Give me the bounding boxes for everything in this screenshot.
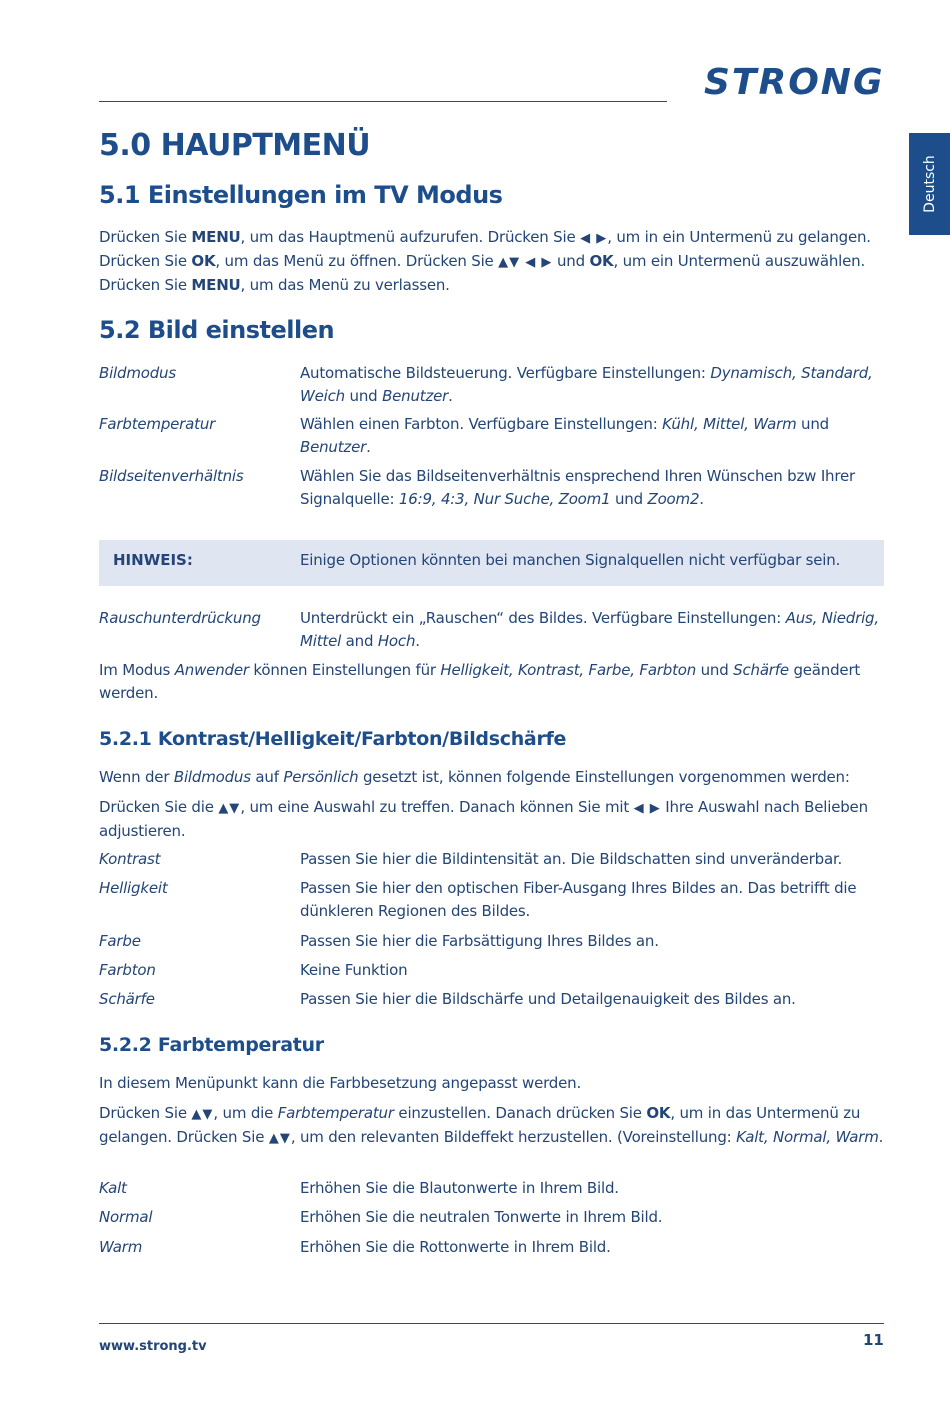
term-bildseitenverhaeltnis: Bildseitenverhältnis bbox=[99, 467, 244, 485]
term-warm: Warm bbox=[99, 1238, 143, 1256]
language-tab-label: Deutsch bbox=[921, 155, 938, 213]
section-5-2-1-title: 5.2.1 Kontrast/Helligkeit/Farbton/Bildschärfe bbox=[99, 728, 567, 750]
note-text: Einige Optionen könnten bei manchen Signalquellen nicht verfügbar sein. bbox=[300, 551, 841, 569]
section-5-1-title: 5.1 Einstellungen im TV Modus bbox=[99, 181, 503, 209]
section-5-1-text: Drücken Sie MENU, um das Hauptmenü aufzurufen. Drücken Sie ◀ ▶, um in ein Untermenü zu gelangen. Drücken Sie OK, um das Menü zu öffnen. Drücken Sie ▲▼ ◀ ▶ und OK, um ein Untermenü auszuwählen. Drücken Sie MENU, um das Menü zu verlassen. bbox=[99, 228, 871, 294]
desc-normal: Erhöhen Sie die neutralen Tonwerte in Ihrem Bild. bbox=[300, 1208, 663, 1226]
term-bildmodus: Bildmodus bbox=[99, 364, 176, 382]
note-label: HINWEIS: bbox=[113, 551, 193, 569]
term-schaerfe: Schärfe bbox=[99, 990, 155, 1008]
page-title: 5.0 HAUPTMENÜ bbox=[99, 128, 371, 163]
term-farbton: Farbton bbox=[99, 961, 156, 979]
page-number: 11 bbox=[863, 1331, 884, 1349]
term-normal: Normal bbox=[99, 1208, 153, 1226]
desc-rauschunterdrueckung: Unterdrückt ein „Rauschen“ des Bildes. Verfügbare Einstellungen: Aus, Niedrig, Mittel and Hoch. bbox=[300, 609, 879, 650]
desc-farbe: Passen Sie hier die Farbsättigung Ihres Bildes an. bbox=[300, 932, 659, 950]
term-farbe: Farbe bbox=[99, 932, 141, 950]
desc-bildseitenverhaeltnis: Wählen Sie das Bildseitenverhältnis ensprechend Ihren Wünschen bzw Ihrer Signalquelle: 16:9, 4:3, Nur Suche, Zoom1 und Zoom2. bbox=[300, 467, 855, 508]
note-box bbox=[99, 540, 884, 586]
desc-farbtemperatur: Wählen einen Farbton. Verfügbare Einstellungen: Kühl, Mittel, Warm und Benutzer. bbox=[300, 415, 829, 456]
desc-helligkeit: Passen Sie hier den optischen Fiber-Ausgang Ihres Bildes an. Das betrifft die dünkleren Regionen des Bildes. bbox=[300, 879, 857, 920]
section-5-2-1-intro: Wenn der Bildmodus auf Persönlich gesetzt ist, können folgende Einstellungen vorgenommen werden: bbox=[99, 768, 850, 786]
desc-kalt: Erhöhen Sie die Blautonwerte in Ihrem Bild. bbox=[300, 1179, 619, 1197]
desc-warm: Erhöhen Sie die Rottonwerte in Ihrem Bild. bbox=[300, 1238, 611, 1256]
section-5-2-2-intro: In diesem Menüpunkt kann die Farbbesetzung angepasst werden. bbox=[99, 1074, 582, 1092]
footer-url: www.strong.tv bbox=[99, 1339, 207, 1354]
anwender-text: Im Modus Anwender können Einstellungen für Helligkeit, Kontrast, Farbe, Farbton und Schärfe geändert werden. bbox=[99, 661, 861, 702]
footer-rule bbox=[99, 1323, 884, 1324]
term-helligkeit: Helligkeit bbox=[99, 879, 168, 897]
section-5-2-1-instructions: Drücken Sie die ▲▼, um eine Auswahl zu treffen. Danach können Sie mit ◀ ▶ Ihre Auswahl nach Belieben adjustieren. bbox=[99, 798, 868, 840]
term-rauschunterdrueckung: Rauschunterdrückung bbox=[99, 609, 261, 627]
section-5-2-2-instructions: Drücken Sie ▲▼, um die Farbtemperatur einzustellen. Danach drücken Sie OK, um in das Untermenü zu gelangen. Drücken Sie ▲▼, um den relevanten Bildeffekt herzustellen. (Voreinstellung: Kalt, Normal, Warm. bbox=[99, 1104, 884, 1146]
desc-bildmodus: Automatische Bildsteuerung. Verfügbare Einstellungen: Dynamisch, Standard, Weich und Benutzer. bbox=[300, 364, 873, 405]
term-kalt: Kalt bbox=[99, 1179, 127, 1197]
desc-farbton: Keine Funktion bbox=[300, 961, 408, 979]
logo-text: STRONG bbox=[704, 62, 884, 102]
desc-kontrast: Passen Sie hier die Bildintensität an. Die Bildschatten sind unveränderbar. bbox=[300, 850, 843, 868]
term-kontrast: Kontrast bbox=[99, 850, 161, 868]
desc-schaerfe: Passen Sie hier die Bildschärfe und Detailgenauigkeit des Bildes an. bbox=[300, 990, 796, 1008]
section-5-2-2-title: 5.2.2 Farbtemperatur bbox=[99, 1034, 324, 1056]
header-rule bbox=[99, 101, 667, 102]
section-5-2-title: 5.2 Bild einstellen bbox=[99, 316, 335, 344]
strong-logo bbox=[700, 56, 884, 102]
term-farbtemperatur: Farbtemperatur bbox=[99, 415, 216, 433]
language-tab bbox=[909, 133, 950, 235]
